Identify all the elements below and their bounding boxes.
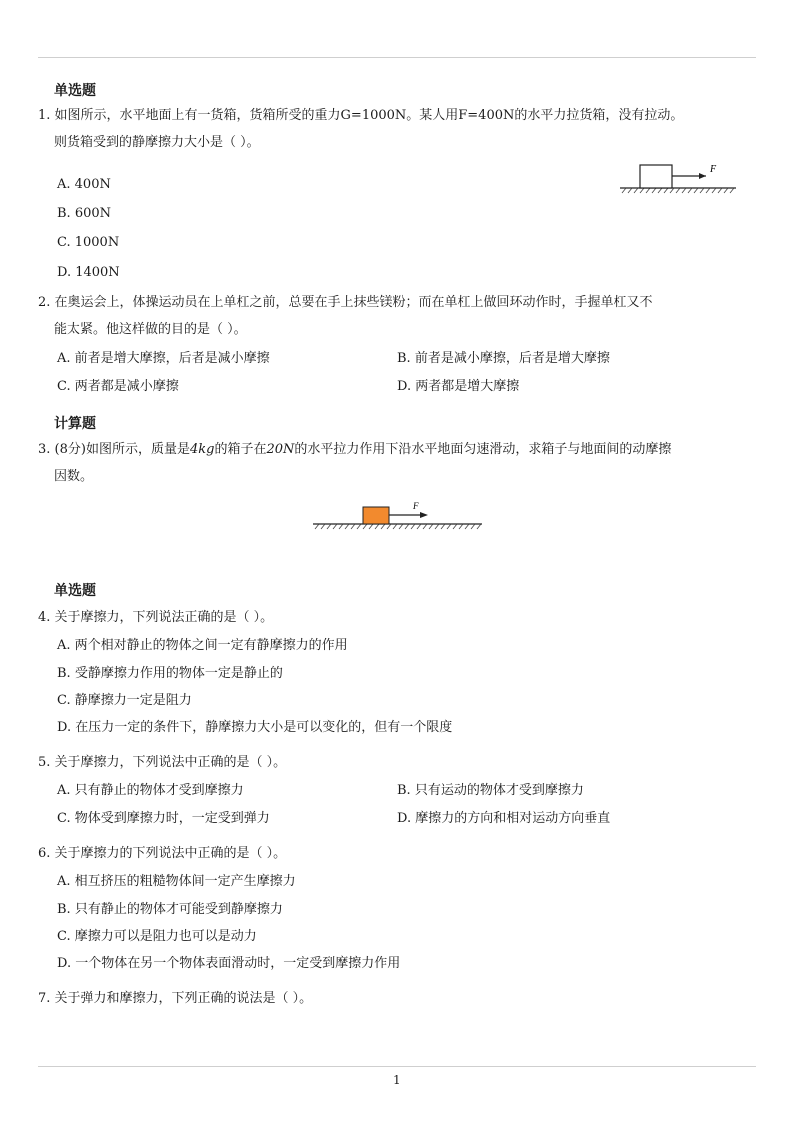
q5-option-a[interactable]: A. 只有静止的物体才受到摩擦力 xyxy=(57,783,244,798)
question-6-line1: 6. 关于摩擦力的下列说法中正确的是（ ）。 xyxy=(38,846,287,861)
q5-option-d[interactable]: D. 摩擦力的方向和相对运动方向垂直 xyxy=(397,811,611,826)
q2-option-c[interactable]: C. 两者都是减小摩擦 xyxy=(57,379,179,394)
q1-option-a[interactable]: A. 400N xyxy=(57,177,111,192)
q6-option-b[interactable]: B. 只有静止的物体才可能受到静摩擦力 xyxy=(57,902,283,917)
figure-box-on-ground-1 xyxy=(618,158,740,198)
question-1-line1: 1. 如图所示，水平地面上有一货箱，货箱所受的重力G=1000N。某人用F=400N的水平力拉货箱，没有拉动。 xyxy=(38,108,684,123)
orange-box xyxy=(363,507,389,524)
force-arrowhead xyxy=(699,173,706,179)
q3-force: 20N xyxy=(266,442,295,457)
q1-option-b[interactable]: B. 600N xyxy=(57,206,112,221)
q2-option-a[interactable]: A. 前者是增大摩擦，后者是减小摩擦 xyxy=(57,351,270,366)
footer-rule xyxy=(38,1066,756,1067)
force-arrowhead xyxy=(420,512,428,518)
q6-option-d[interactable]: D. 一个物体在另一个物体表面滑动时，一定受到摩擦力作用 xyxy=(57,956,401,971)
q3-suffix: 的水平拉力作用下沿水平地面匀速滑动，求箱子与地面间的动摩擦 xyxy=(294,442,672,457)
q3-mass: 4kg xyxy=(189,442,215,457)
section-title: 单选题 xyxy=(54,583,96,599)
q5-option-b[interactable]: B. 只有运动的物体才受到摩擦力 xyxy=(397,783,584,798)
q4-option-d[interactable]: D. 在压力一定的条件下，静摩擦力大小是可以变化的，但有一个限度 xyxy=(57,720,453,735)
q3-prefix: 3. (8分)如图所示，质量是 xyxy=(38,442,190,457)
q1-option-d[interactable]: D. 1400N xyxy=(57,265,120,280)
cargo-box xyxy=(640,165,672,188)
q1-option-c[interactable]: C. 1000N xyxy=(57,235,120,250)
q6-option-a[interactable]: A. 相互挤压的粗糙物体间一定产生摩擦力 xyxy=(57,874,296,889)
question-4-line1: 4. 关于摩擦力，下列说法正确的是（ ）。 xyxy=(38,610,274,625)
q4-option-c[interactable]: C. 静摩擦力一定是阻力 xyxy=(57,693,192,708)
q5-option-c[interactable]: C. 物体受到摩擦力时，一定受到弹力 xyxy=(57,811,270,826)
question-2-line1: 2. 在奥运会上，体操运动员在上单杠之前，总要在手上抹些镁粉；而在单杠上做回环动作时，手握单杠又不 xyxy=(38,295,653,310)
question-2-line2: 能太紧。他这样做的目的是（ ）。 xyxy=(54,322,247,337)
q4-option-a[interactable]: A. 两个相对静止的物体之间一定有静摩擦力的作用 xyxy=(57,638,348,653)
header-rule xyxy=(38,57,756,58)
question-7-line1: 7. 关于弹力和摩擦力，下列正确的说法是（ ）。 xyxy=(38,991,313,1006)
question-3-line2: 因数。 xyxy=(54,469,94,484)
section-title: 单选题 xyxy=(54,83,96,99)
q6-option-c[interactable]: C. 摩擦力可以是阻力也可以是动力 xyxy=(57,929,257,944)
section-title: 计算题 xyxy=(54,416,96,432)
force-label: F xyxy=(710,164,717,175)
q3-mid: 的箱子在 xyxy=(214,442,267,457)
q4-option-b[interactable]: B. 受静摩擦力作用的物体一定是静止的 xyxy=(57,666,283,681)
q2-option-b[interactable]: B. 前者是减小摩擦，后者是增大摩擦 xyxy=(397,351,610,366)
ground-hatch xyxy=(315,524,481,529)
page-number: 1 xyxy=(393,1073,401,1087)
question-1-line2: 则货箱受到的静摩擦力大小是（ ）。 xyxy=(54,135,260,150)
figure-box-on-ground-2 xyxy=(310,496,486,534)
question-5-line1: 5. 关于摩擦力，下列说法中正确的是（ ）。 xyxy=(38,755,287,770)
ground-hatch xyxy=(622,188,734,193)
force-label: F xyxy=(413,501,419,511)
q2-option-d[interactable]: D. 两者都是增大摩擦 xyxy=(397,379,520,394)
question-3-line1 xyxy=(38,441,671,459)
